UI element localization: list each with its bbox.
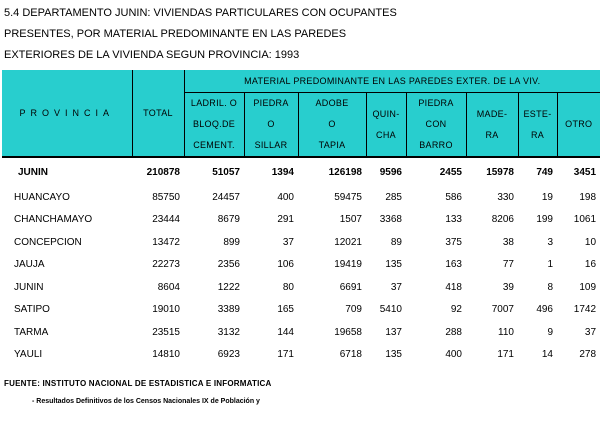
cell-value: 6691 <box>339 281 362 293</box>
table-row <box>2 186 600 209</box>
header-provincia: PROVINCIA <box>2 70 132 156</box>
cell-value: 3451 <box>573 166 597 178</box>
header-column-text: ADOBE <box>315 98 349 108</box>
cell-value: 80 <box>282 281 294 293</box>
province-name: HUANCAYO <box>14 191 70 203</box>
cell-value: 133 <box>445 214 462 226</box>
header-column-text: CEMENT. <box>193 140 235 150</box>
province-name: JUNIN <box>14 281 44 293</box>
header-column-5 <box>466 93 518 157</box>
header-column-text: BARRO <box>419 140 453 150</box>
province-name: YAULI <box>14 349 43 361</box>
cell-value: 400 <box>277 191 294 203</box>
cell-value: 51057 <box>212 166 240 178</box>
table-title-line-3: EXTERIORES DE LA VIVIENDA SEGUN PROVINCIA: 1993 <box>4 49 300 61</box>
cell-value: 418 <box>445 281 462 293</box>
cell-value: 12021 <box>334 236 362 248</box>
cell-value: 19419 <box>334 259 362 271</box>
cell-value: 8679 <box>217 214 240 226</box>
header-column-4 <box>406 93 466 157</box>
table-row <box>2 299 600 322</box>
header-column-1 <box>244 93 298 157</box>
cell-value: 89 <box>390 236 402 248</box>
header-column-0 <box>184 93 244 157</box>
cell-value: 9596 <box>379 166 402 178</box>
cell-value: 92 <box>450 304 462 316</box>
table-title-line-2: PRESENTES, POR MATERIAL PREDOMINANTE EN LAS PAREDES <box>4 28 347 40</box>
cell-value: 3389 <box>217 304 240 316</box>
cell-value: 106 <box>277 259 294 271</box>
header-column-text: ESTE- <box>523 108 552 119</box>
header-column-text: O <box>267 119 275 129</box>
cell-value: 37 <box>390 281 402 293</box>
cell-value: 285 <box>385 191 402 203</box>
cell-value: 163 <box>445 259 462 271</box>
cell-value: 1507 <box>339 214 362 226</box>
cell-value: 749 <box>536 166 553 178</box>
cell-value: 59475 <box>334 191 362 203</box>
province-name: CHANCHAMAYO <box>14 214 93 226</box>
cell-value: 110 <box>498 326 514 338</box>
footnote: - Resultados Definitivos de los Censos Nacionales IX de Población y <box>32 398 260 405</box>
cell-value: 3132 <box>217 326 240 338</box>
header-column-7 <box>557 93 600 157</box>
header-column-6 <box>518 93 557 157</box>
total-row <box>2 157 600 186</box>
cell-value: 19010 <box>152 304 180 316</box>
cell-value: 709 <box>345 304 362 316</box>
cell-value: 1394 <box>271 166 294 178</box>
header-column-text: RA <box>485 129 499 140</box>
cell-value: 16 <box>584 259 597 271</box>
cell-value: 3 <box>547 236 553 248</box>
cell-value: 210878 <box>146 166 180 178</box>
cell-value: 199 <box>536 214 553 226</box>
source-note: FUENTE: INSTITUTO NACIONAL DE ESTADISTICA E INFORMATICA <box>4 379 272 388</box>
cell-value: 288 <box>445 326 462 338</box>
cell-value: 19658 <box>334 326 362 338</box>
header-column-3 <box>366 93 406 157</box>
cell-value: 77 <box>502 259 514 271</box>
header-total: TOTAL <box>132 70 184 156</box>
province-name: TARMA <box>14 326 49 338</box>
cell-value: 2356 <box>217 259 240 271</box>
header-column-text: MADE- <box>476 108 508 119</box>
cell-value: 171 <box>497 349 514 361</box>
cell-value: 8604 <box>157 281 180 293</box>
header-column-text: TAPIA <box>318 140 346 150</box>
cell-value: 9 <box>547 326 553 338</box>
cell-value: 37 <box>584 326 597 338</box>
cell-value: 14810 <box>152 349 180 361</box>
province-name: CONCEPCION <box>14 236 82 248</box>
table-row <box>2 209 600 232</box>
table-row <box>2 231 600 254</box>
cell-value: 5410 <box>379 304 402 316</box>
table-row <box>2 276 600 299</box>
cell-value: 144 <box>277 326 294 338</box>
cell-value: 135 <box>385 349 402 361</box>
cell-value: 1 <box>547 259 553 271</box>
header-column-text: PIEDRA <box>253 98 289 108</box>
data-table <box>2 70 600 366</box>
cell-value: 13472 <box>152 236 180 248</box>
cell-value: 400 <box>445 349 462 361</box>
table-row <box>2 254 600 277</box>
cell-value: 85750 <box>152 191 180 203</box>
header-column-text: QUIN- <box>372 108 400 119</box>
cell-value: 1222 <box>217 281 240 293</box>
cell-value: 15978 <box>486 166 514 178</box>
header-column-text: CON <box>425 119 447 129</box>
table-title-line-1: 5.4 DEPARTAMENTO JUNIN: VIVIENDAS PARTICULARES CON OCUPANTES <box>4 7 397 19</box>
cell-value: 23515 <box>152 326 180 338</box>
cell-value: 496 <box>536 304 553 316</box>
cell-value: 171 <box>277 349 294 361</box>
table-header <box>2 70 600 157</box>
cell-value: 2455 <box>439 166 462 178</box>
cell-value: 137 <box>385 326 402 338</box>
header-column-text: PIEDRA <box>418 98 454 108</box>
cell-value: 291 <box>277 214 294 226</box>
cell-value: 38 <box>502 236 514 248</box>
header-column-text: BLOQ.DE <box>192 119 236 129</box>
cell-value: 899 <box>223 236 240 248</box>
header-column-text: RA <box>530 129 545 140</box>
cell-value: 1061 <box>573 214 597 226</box>
cell-value: 3368 <box>379 214 402 226</box>
cell-value: 8206 <box>491 214 514 226</box>
cell-value: 10 <box>584 236 597 248</box>
cell-value: 126198 <box>328 166 362 178</box>
cell-value: 6923 <box>217 349 240 361</box>
province-name: JUNIN <box>18 166 49 178</box>
cell-value: 19 <box>541 191 553 203</box>
cell-value: 198 <box>579 191 597 203</box>
cell-value: 23444 <box>152 214 180 226</box>
header-column-text: SILLAR <box>254 140 288 150</box>
cell-value: 7007 <box>491 304 514 316</box>
cell-value: 278 <box>579 349 597 361</box>
header-column-text: LADRIL. O <box>190 98 238 108</box>
cell-value: 135 <box>385 259 402 271</box>
cell-value: 109 <box>579 281 597 293</box>
table-row <box>2 344 600 367</box>
header-column-text: CHA <box>376 129 396 140</box>
cell-value: 1742 <box>573 304 597 316</box>
cell-value: 37 <box>282 236 294 248</box>
cell-value: 22273 <box>152 259 180 271</box>
cell-value: 586 <box>445 191 462 203</box>
cell-value: 6718 <box>339 349 362 361</box>
table-row <box>2 321 600 344</box>
cell-value: 39 <box>502 281 514 293</box>
cell-value: 24457 <box>212 191 240 203</box>
cell-value: 8 <box>547 281 553 293</box>
header-column-text: O <box>328 119 336 129</box>
header-column-2 <box>298 93 366 157</box>
header-column-text: OTRO <box>565 119 593 129</box>
province-name: JAUJA <box>14 259 45 271</box>
cell-value: 375 <box>445 236 462 248</box>
province-name: SATIPO <box>14 304 50 316</box>
table-body <box>2 157 600 366</box>
cell-value: 14 <box>541 349 553 361</box>
header-material-group: MATERIAL PREDOMINANTE EN LAS PAREDES EXTER. DE LA VIV. <box>184 70 600 93</box>
cell-value: 330 <box>497 191 514 203</box>
cell-value: 165 <box>277 304 294 316</box>
